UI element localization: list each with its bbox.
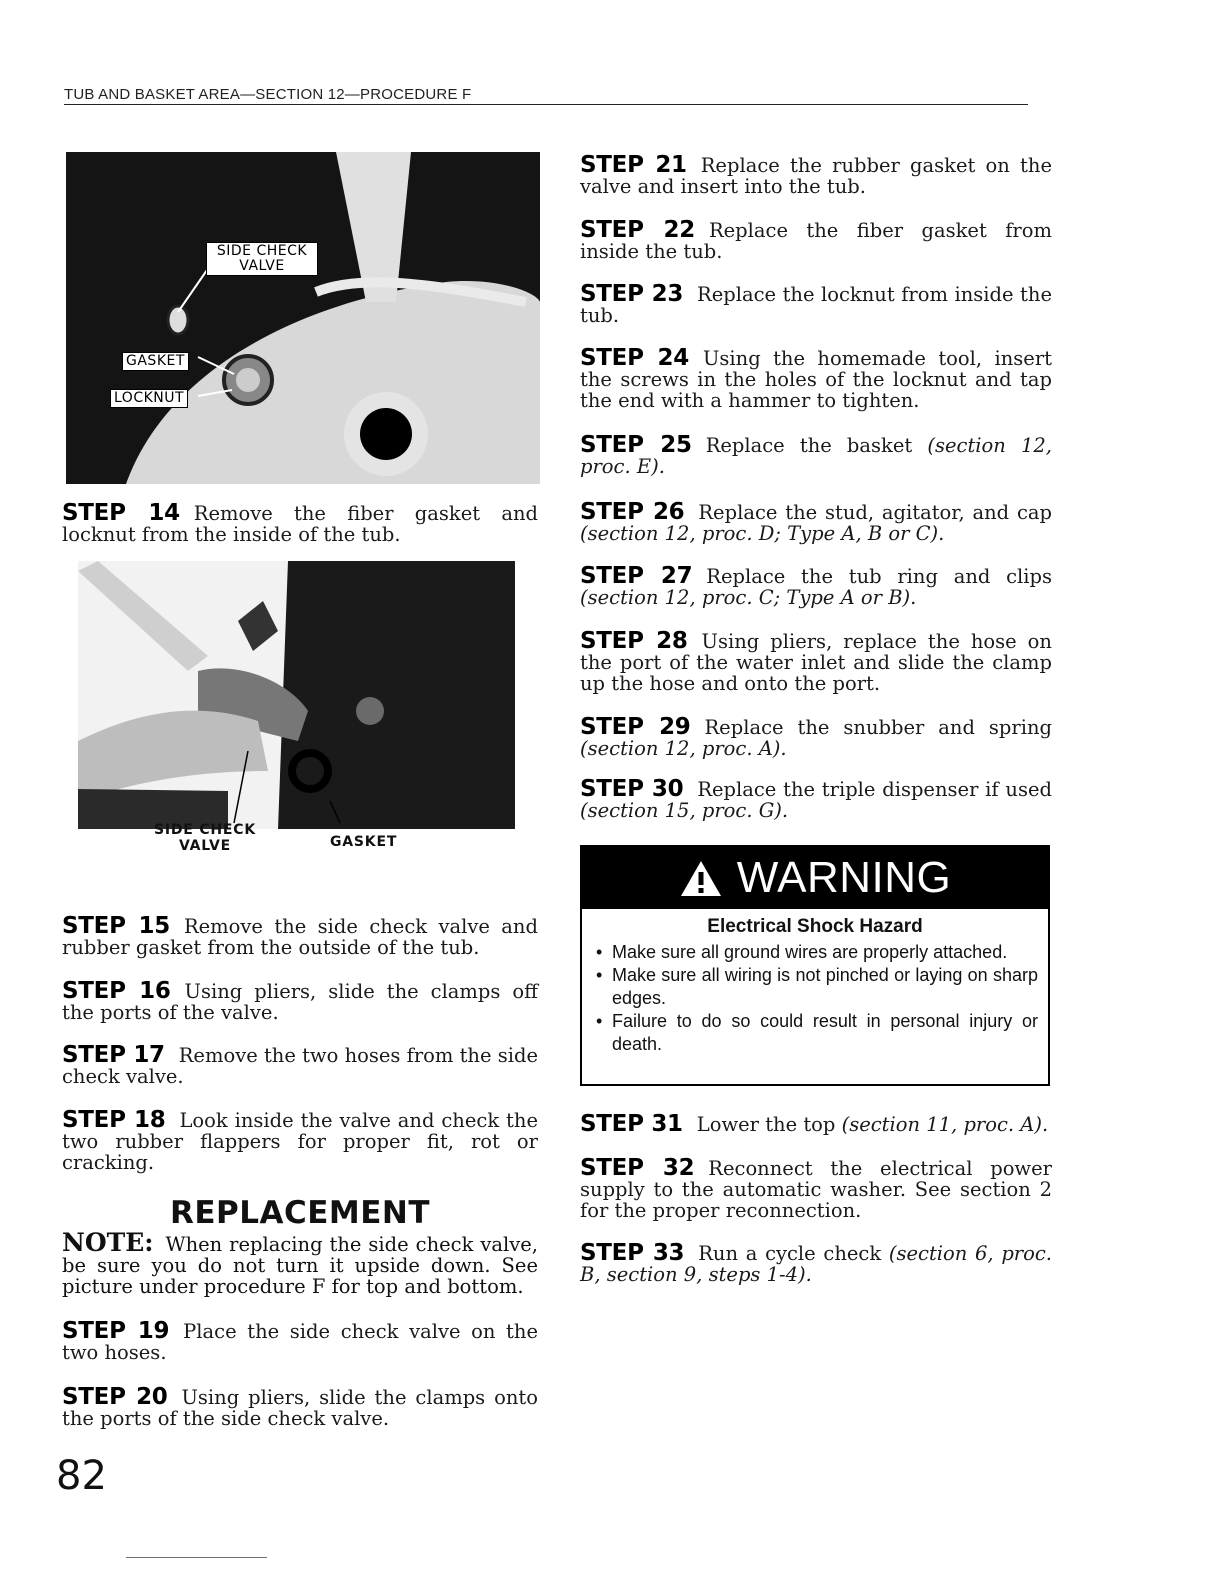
step-14 [62, 500, 538, 546]
warning-triangle-icon [679, 858, 723, 898]
step-number: STEP 23 [580, 281, 684, 307]
replacement-note [62, 1228, 538, 1298]
step-text: Replace the tub ring and clips [706, 565, 1052, 588]
step-number: STEP 24 [580, 345, 689, 371]
step-15 [62, 913, 538, 959]
caption-side-check-text: SIDE CHECK [153, 822, 257, 838]
note-text: When replacing the side check valve, be sure you do not turn it upside down. See picture under procedure F for top and bottom. [62, 1233, 538, 1298]
step-16 [62, 978, 538, 1024]
warning-list [582, 941, 1048, 1056]
photo-tub-inside [66, 152, 540, 484]
label-locknut: LOCKNUT [110, 389, 188, 408]
page-header: TUB AND BASKET AREA—SECTION 12—PROCEDURE F [64, 86, 1028, 105]
step-text: Replace the locknut from inside the tub. [580, 283, 1052, 327]
replacement-heading: REPLACEMENT [169, 1195, 431, 1231]
step-text: Reconnect the electrical power supply to the automatic washer. See section 2 for the proper reconnection. [580, 1157, 1052, 1222]
warning-box [580, 845, 1050, 1086]
label-valve-text: VALVE [239, 258, 285, 274]
step-33 [580, 1240, 1052, 1286]
warning-title: WARNING [736, 853, 952, 902]
caption-gasket: GASKET [330, 834, 398, 850]
step-reference: (section 12, proc. E). [580, 434, 1052, 478]
step-19 [62, 1318, 538, 1364]
step-32 [580, 1155, 1052, 1222]
warning-subtitle: Electrical Shock Hazard [707, 916, 923, 937]
step-text: Using pliers, slide the clamps onto the ports of the side check valve. [62, 1386, 538, 1430]
step-21 [580, 152, 1052, 198]
step-text: Run a cycle check [698, 1242, 882, 1265]
step-number: STEP 29 [580, 714, 691, 740]
step-23 [580, 281, 1052, 327]
step-text: Replace the snubber and spring [704, 716, 1052, 739]
step-text: Using the homemade tool, insert the screws in the holes of the locknut and tap the end with a hammer to tighten. [580, 347, 1052, 412]
step-17 [62, 1042, 538, 1088]
step-number: STEP 20 [62, 1384, 168, 1410]
step-reference: (section 12, proc. D; Type A, B or C). [580, 522, 945, 545]
step-22 [580, 217, 1052, 263]
step-reference: (section 6, proc. B, section 9, steps 1-4). [580, 1242, 1052, 1286]
label-side-check-text: SIDE CHECK [216, 243, 308, 259]
step-text: Replace the rubber gasket on the valve and insert into the tub. [580, 154, 1052, 198]
caption-side-check-valve [150, 822, 260, 854]
caption-valve-text: VALVE [178, 838, 232, 854]
step-number: STEP 27 [580, 563, 693, 589]
step-18 [62, 1107, 538, 1174]
footer-rule [126, 1557, 267, 1558]
step-31 [580, 1111, 1052, 1137]
step-text: Replace the triple dispenser if used [697, 778, 1052, 801]
label-gasket: GASKET [122, 352, 189, 371]
photo-side-check-valve [78, 561, 515, 829]
step-29 [580, 714, 1052, 760]
step-text: Replace the stud, agitator, and cap [698, 501, 1052, 524]
step-text: Replace the basket [705, 434, 913, 457]
step-text: Remove the fiber gasket and locknut from the inside of the tub. [62, 502, 538, 546]
step-28 [580, 628, 1052, 695]
step-text: Place the side check valve on the two hoses. [62, 1320, 538, 1364]
note-label: NOTE: [62, 1228, 154, 1257]
step-reference: (section 12, proc. A). [580, 737, 787, 760]
step-number: STEP 14 [62, 500, 180, 526]
step-number: STEP 32 [580, 1155, 695, 1181]
step-reference: (section 12, proc. C; Type A or B). [580, 586, 917, 609]
step-number: STEP 26 [580, 499, 685, 525]
step-number: STEP 22 [580, 217, 695, 243]
warning-header [582, 847, 1048, 909]
step-text: Remove the two hoses from the side check valve. [62, 1044, 538, 1088]
step-reference: (section 11, proc. A). [841, 1113, 1049, 1136]
photo-illustration [66, 152, 540, 484]
step-25 [580, 432, 1052, 478]
step-number: STEP 19 [62, 1318, 170, 1344]
step-20 [62, 1384, 538, 1430]
step-27 [580, 563, 1052, 609]
step-text: Look inside the valve and check the two rubber flappers for proper fit, rot or cracking. [62, 1109, 538, 1174]
step-30 [580, 776, 1052, 822]
step-text: Replace the fiber gasket from inside the tub. [580, 219, 1052, 263]
step-number: STEP 30 [580, 776, 684, 802]
label-side-check-valve [206, 242, 318, 276]
step-26 [580, 499, 1052, 545]
warning-item: • Make sure all wiring is not pinched or laying on sharp edges. [594, 964, 1038, 1010]
page-number: 82 [56, 1453, 107, 1499]
step-number: STEP 33 [580, 1240, 685, 1266]
warning-item: • Make sure all ground wires are properly attached. [594, 941, 1038, 964]
step-text: Using pliers, replace the hose on the port of the water inlet and slide the clamp up the hose and onto the port. [580, 630, 1052, 695]
step-number: STEP 28 [580, 628, 688, 654]
step-text: Using pliers, slide the clamps off the ports of the valve. [62, 980, 538, 1024]
step-text: Remove the side check valve and rubber gasket from the outside of the tub. [62, 915, 538, 959]
photo-illustration-2 [78, 561, 515, 829]
step-number: STEP 31 [580, 1111, 683, 1137]
step-number: STEP 21 [580, 152, 687, 178]
step-24 [580, 345, 1052, 412]
step-number: STEP 25 [580, 432, 692, 458]
step-reference: (section 15, proc. G). [580, 799, 789, 822]
step-number: STEP 16 [62, 978, 171, 1004]
step-number: STEP 18 [62, 1107, 166, 1133]
step-number: STEP 15 [62, 913, 170, 939]
step-number: STEP 17 [62, 1042, 165, 1068]
step-text: Lower the top [696, 1113, 836, 1136]
warning-item: • Failure to do so could result in personal injury or death. [594, 1010, 1038, 1056]
